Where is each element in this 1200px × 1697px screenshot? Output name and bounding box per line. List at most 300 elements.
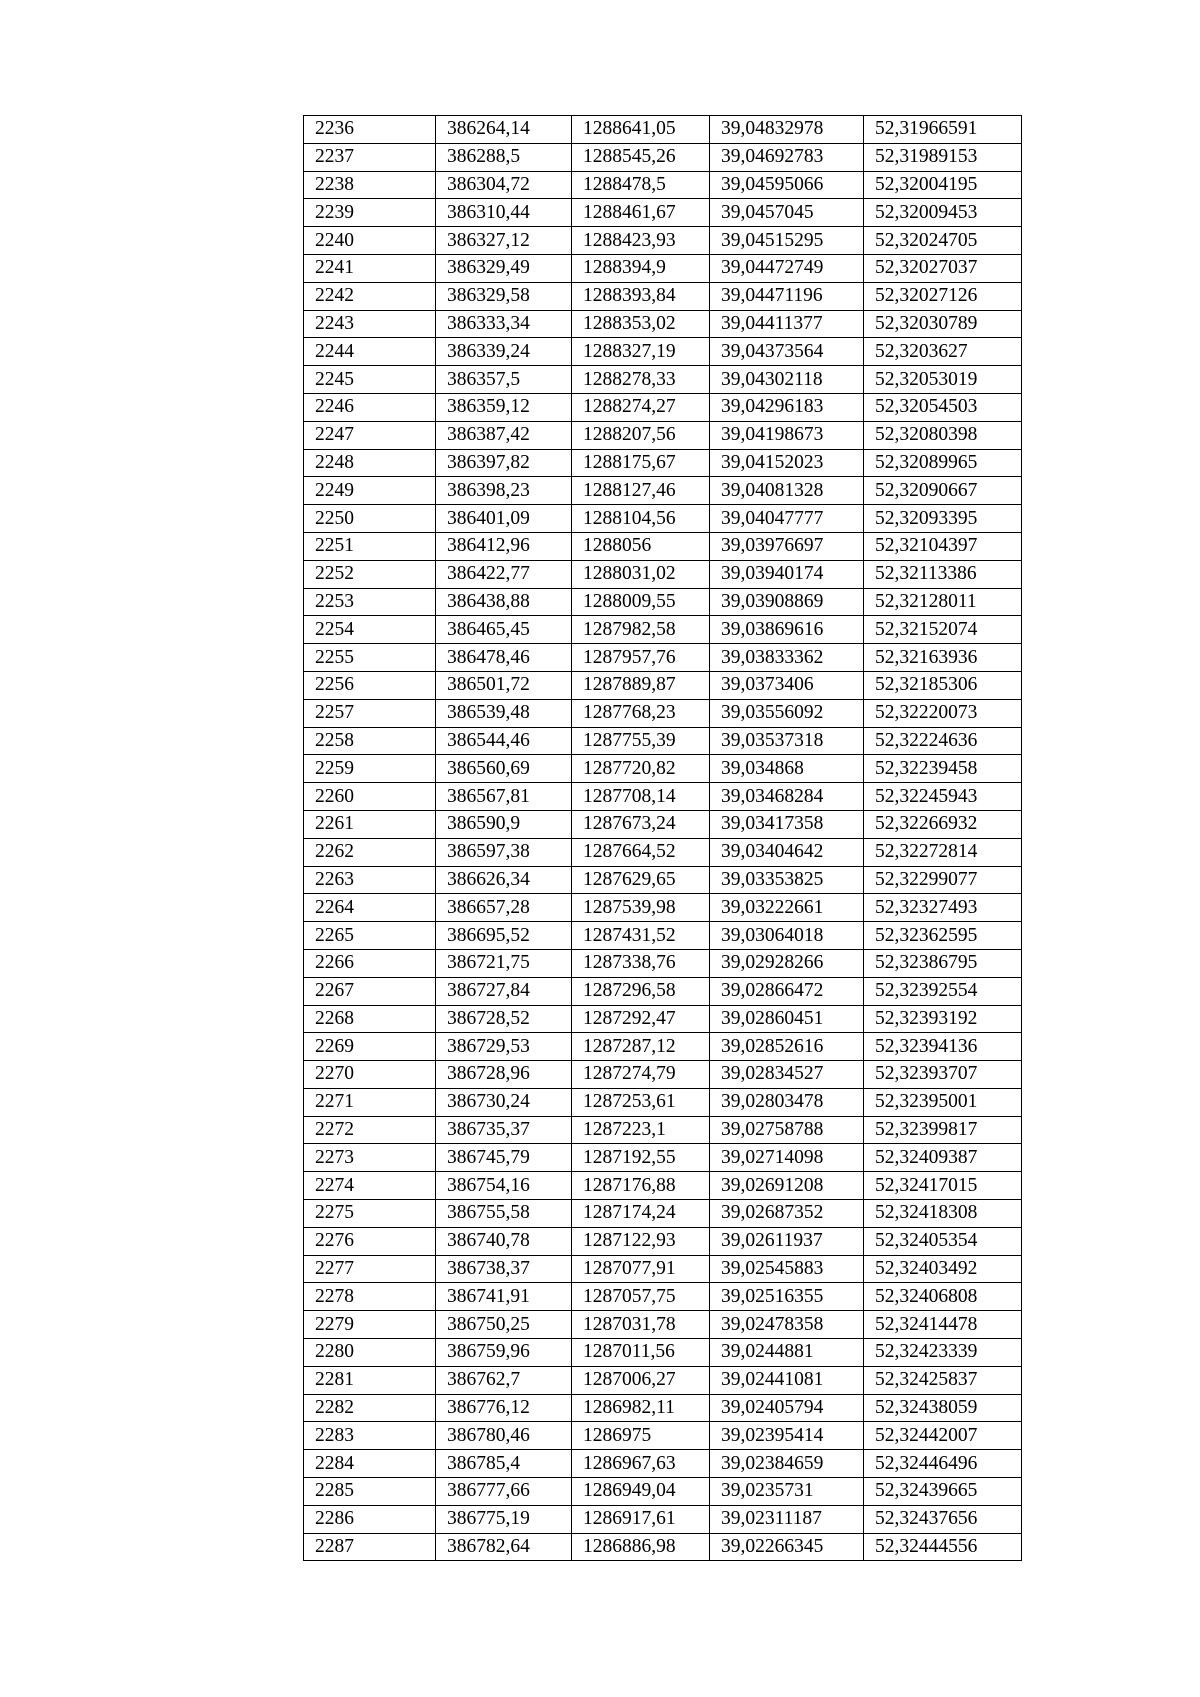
point-number-cell: 2278 <box>304 1283 436 1311</box>
latitude-cell: 52,32327493 <box>864 894 1022 922</box>
y-coordinate-cell: 1288423,93 <box>572 227 710 255</box>
longitude-cell: 39,02758788 <box>710 1116 864 1144</box>
latitude-cell: 52,32393192 <box>864 1005 1022 1033</box>
longitude-cell: 39,04296183 <box>710 393 864 421</box>
x-coordinate-cell: 386357,5 <box>436 366 572 394</box>
x-coordinate-cell: 386387,42 <box>436 421 572 449</box>
x-coordinate-cell: 386327,12 <box>436 227 572 255</box>
y-coordinate-cell: 1287287,12 <box>572 1033 710 1061</box>
x-coordinate-cell: 386412,96 <box>436 532 572 560</box>
longitude-cell: 39,04198673 <box>710 421 864 449</box>
table-row <box>304 1283 1022 1311</box>
x-coordinate-cell: 386329,58 <box>436 282 572 310</box>
latitude-cell: 52,32009453 <box>864 199 1022 227</box>
y-coordinate-cell: 1287296,58 <box>572 977 710 1005</box>
longitude-cell: 39,04595066 <box>710 171 864 199</box>
point-number-cell: 2284 <box>304 1450 436 1478</box>
longitude-cell: 39,02395414 <box>710 1422 864 1450</box>
y-coordinate-cell: 1287889,87 <box>572 671 710 699</box>
longitude-cell: 39,04411377 <box>710 310 864 338</box>
x-coordinate-cell: 386310,44 <box>436 199 572 227</box>
x-coordinate-cell: 386727,84 <box>436 977 572 1005</box>
table-row <box>304 977 1022 1005</box>
y-coordinate-cell: 1286917,61 <box>572 1505 710 1533</box>
longitude-cell: 39,02687352 <box>710 1200 864 1228</box>
table-row <box>304 171 1022 199</box>
y-coordinate-cell: 1287057,75 <box>572 1283 710 1311</box>
point-number-cell: 2266 <box>304 949 436 977</box>
latitude-cell: 52,32395001 <box>864 1088 1022 1116</box>
y-coordinate-cell: 1287274,79 <box>572 1061 710 1089</box>
longitude-cell: 39,03222661 <box>710 894 864 922</box>
table-row <box>304 199 1022 227</box>
longitude-cell: 39,0373406 <box>710 671 864 699</box>
longitude-cell: 39,02834527 <box>710 1061 864 1089</box>
y-coordinate-cell: 1287077,91 <box>572 1255 710 1283</box>
y-coordinate-cell: 1288278,33 <box>572 366 710 394</box>
longitude-cell: 39,04047777 <box>710 505 864 533</box>
x-coordinate-cell: 386695,52 <box>436 922 572 950</box>
x-coordinate-cell: 386626,34 <box>436 866 572 894</box>
point-number-cell: 2283 <box>304 1422 436 1450</box>
point-number-cell: 2267 <box>304 977 436 1005</box>
longitude-cell: 39,03404642 <box>710 838 864 866</box>
x-coordinate-cell: 386729,53 <box>436 1033 572 1061</box>
longitude-cell: 39,04152023 <box>710 449 864 477</box>
point-number-cell: 2273 <box>304 1144 436 1172</box>
table-row <box>304 1061 1022 1089</box>
latitude-cell: 52,31966591 <box>864 116 1022 144</box>
point-number-cell: 2260 <box>304 783 436 811</box>
latitude-cell: 52,32024705 <box>864 227 1022 255</box>
point-number-cell: 2287 <box>304 1533 436 1561</box>
point-number-cell: 2268 <box>304 1005 436 1033</box>
table-row <box>304 755 1022 783</box>
latitude-cell: 52,32054503 <box>864 393 1022 421</box>
point-number-cell: 2255 <box>304 644 436 672</box>
point-number-cell: 2252 <box>304 560 436 588</box>
table-row <box>304 1200 1022 1228</box>
latitude-cell: 52,32393707 <box>864 1061 1022 1089</box>
x-coordinate-cell: 386785,4 <box>436 1450 572 1478</box>
latitude-cell: 52,32004195 <box>864 171 1022 199</box>
longitude-cell: 39,034868 <box>710 755 864 783</box>
point-number-cell: 2249 <box>304 477 436 505</box>
y-coordinate-cell: 1287223,1 <box>572 1116 710 1144</box>
latitude-cell: 52,32399817 <box>864 1116 1022 1144</box>
x-coordinate-cell: 386777,66 <box>436 1478 572 1506</box>
y-coordinate-cell: 1287755,39 <box>572 727 710 755</box>
longitude-cell: 39,03908869 <box>710 588 864 616</box>
table-row <box>304 810 1022 838</box>
point-number-cell: 2251 <box>304 532 436 560</box>
latitude-cell: 52,32080398 <box>864 421 1022 449</box>
y-coordinate-cell: 1288641,05 <box>572 116 710 144</box>
x-coordinate-cell: 386329,49 <box>436 254 572 282</box>
table-row <box>304 1394 1022 1422</box>
point-number-cell: 2286 <box>304 1505 436 1533</box>
latitude-cell: 52,32444556 <box>864 1533 1022 1561</box>
table-row <box>304 616 1022 644</box>
table-row <box>304 1422 1022 1450</box>
point-number-cell: 2259 <box>304 755 436 783</box>
table-row <box>304 1144 1022 1172</box>
x-coordinate-cell: 386776,12 <box>436 1394 572 1422</box>
x-coordinate-cell: 386465,45 <box>436 616 572 644</box>
x-coordinate-cell: 386398,23 <box>436 477 572 505</box>
x-coordinate-cell: 386560,69 <box>436 755 572 783</box>
longitude-cell: 39,04832978 <box>710 116 864 144</box>
latitude-cell: 52,32299077 <box>864 866 1022 894</box>
x-coordinate-cell: 386750,25 <box>436 1311 572 1339</box>
x-coordinate-cell: 386762,7 <box>436 1366 572 1394</box>
latitude-cell: 52,31989153 <box>864 143 1022 171</box>
longitude-cell: 39,02311187 <box>710 1505 864 1533</box>
y-coordinate-cell: 1286982,11 <box>572 1394 710 1422</box>
table-row <box>304 282 1022 310</box>
latitude-cell: 52,32152074 <box>864 616 1022 644</box>
table-row <box>304 116 1022 144</box>
x-coordinate-cell: 386567,81 <box>436 783 572 811</box>
table-row <box>304 477 1022 505</box>
table-row <box>304 393 1022 421</box>
longitude-cell: 39,03353825 <box>710 866 864 894</box>
table-row <box>304 1311 1022 1339</box>
y-coordinate-cell: 1287708,14 <box>572 783 710 811</box>
table-row <box>304 1366 1022 1394</box>
y-coordinate-cell: 1287720,82 <box>572 755 710 783</box>
y-coordinate-cell: 1287174,24 <box>572 1200 710 1228</box>
y-coordinate-cell: 1288327,19 <box>572 338 710 366</box>
point-number-cell: 2238 <box>304 171 436 199</box>
point-number-cell: 2285 <box>304 1478 436 1506</box>
latitude-cell: 52,32409387 <box>864 1144 1022 1172</box>
point-number-cell: 2239 <box>304 199 436 227</box>
point-number-cell: 2280 <box>304 1339 436 1367</box>
longitude-cell: 39,03537318 <box>710 727 864 755</box>
point-number-cell: 2243 <box>304 310 436 338</box>
longitude-cell: 39,03940174 <box>710 560 864 588</box>
table-row <box>304 866 1022 894</box>
latitude-cell: 52,32417015 <box>864 1172 1022 1200</box>
point-number-cell: 2256 <box>304 671 436 699</box>
x-coordinate-cell: 386304,72 <box>436 171 572 199</box>
table-row <box>304 560 1022 588</box>
longitude-cell: 39,0244881 <box>710 1339 864 1367</box>
longitude-cell: 39,03064018 <box>710 922 864 950</box>
latitude-cell: 52,32089965 <box>864 449 1022 477</box>
table-row <box>304 338 1022 366</box>
point-number-cell: 2263 <box>304 866 436 894</box>
table-row <box>304 254 1022 282</box>
latitude-cell: 52,32185306 <box>864 671 1022 699</box>
longitude-cell: 39,02866472 <box>710 977 864 1005</box>
y-coordinate-cell: 1288545,26 <box>572 143 710 171</box>
point-number-cell: 2250 <box>304 505 436 533</box>
point-number-cell: 2274 <box>304 1172 436 1200</box>
y-coordinate-cell: 1287031,78 <box>572 1311 710 1339</box>
table-row <box>304 1227 1022 1255</box>
latitude-cell: 52,32053019 <box>864 366 1022 394</box>
point-number-cell: 2244 <box>304 338 436 366</box>
x-coordinate-cell: 386264,14 <box>436 116 572 144</box>
y-coordinate-cell: 1287982,58 <box>572 616 710 644</box>
point-number-cell: 2240 <box>304 227 436 255</box>
x-coordinate-cell: 386730,24 <box>436 1088 572 1116</box>
y-coordinate-cell: 1288031,02 <box>572 560 710 588</box>
longitude-cell: 39,04081328 <box>710 477 864 505</box>
table-row <box>304 949 1022 977</box>
longitude-cell: 39,02478358 <box>710 1311 864 1339</box>
y-coordinate-cell: 1287006,27 <box>572 1366 710 1394</box>
point-number-cell: 2248 <box>304 449 436 477</box>
longitude-cell: 39,02852616 <box>710 1033 864 1061</box>
x-coordinate-cell: 386478,46 <box>436 644 572 672</box>
longitude-cell: 39,02516355 <box>710 1283 864 1311</box>
x-coordinate-cell: 386754,16 <box>436 1172 572 1200</box>
latitude-cell: 52,32423339 <box>864 1339 1022 1367</box>
point-number-cell: 2272 <box>304 1116 436 1144</box>
point-number-cell: 2264 <box>304 894 436 922</box>
table-row <box>304 421 1022 449</box>
table-row <box>304 1450 1022 1478</box>
point-number-cell: 2275 <box>304 1200 436 1228</box>
point-number-cell: 2281 <box>304 1366 436 1394</box>
latitude-cell: 52,32438059 <box>864 1394 1022 1422</box>
y-coordinate-cell: 1287629,65 <box>572 866 710 894</box>
table-row <box>304 1478 1022 1506</box>
longitude-cell: 39,03869616 <box>710 616 864 644</box>
point-number-cell: 2262 <box>304 838 436 866</box>
latitude-cell: 52,32439665 <box>864 1478 1022 1506</box>
y-coordinate-cell: 1287768,23 <box>572 699 710 727</box>
latitude-cell: 52,32245943 <box>864 783 1022 811</box>
table-row <box>304 227 1022 255</box>
table-row <box>304 1033 1022 1061</box>
longitude-cell: 39,02714098 <box>710 1144 864 1172</box>
y-coordinate-cell: 1287176,88 <box>572 1172 710 1200</box>
latitude-cell: 52,32163936 <box>864 644 1022 672</box>
y-coordinate-cell: 1288127,46 <box>572 477 710 505</box>
x-coordinate-cell: 386782,64 <box>436 1533 572 1561</box>
latitude-cell: 52,32128011 <box>864 588 1022 616</box>
x-coordinate-cell: 386657,28 <box>436 894 572 922</box>
latitude-cell: 52,32394136 <box>864 1033 1022 1061</box>
table-row <box>304 1005 1022 1033</box>
table-row <box>304 532 1022 560</box>
x-coordinate-cell: 386780,46 <box>436 1422 572 1450</box>
y-coordinate-cell: 1287957,76 <box>572 644 710 672</box>
y-coordinate-cell: 1288478,5 <box>572 171 710 199</box>
point-number-cell: 2271 <box>304 1088 436 1116</box>
x-coordinate-cell: 386741,91 <box>436 1283 572 1311</box>
longitude-cell: 39,02611937 <box>710 1227 864 1255</box>
point-number-cell: 2236 <box>304 116 436 144</box>
table-row <box>304 727 1022 755</box>
latitude-cell: 52,32027037 <box>864 254 1022 282</box>
y-coordinate-cell: 1286975 <box>572 1422 710 1450</box>
longitude-cell: 39,03468284 <box>710 783 864 811</box>
x-coordinate-cell: 386288,5 <box>436 143 572 171</box>
longitude-cell: 39,02441081 <box>710 1366 864 1394</box>
y-coordinate-cell: 1288461,67 <box>572 199 710 227</box>
y-coordinate-cell: 1288353,02 <box>572 310 710 338</box>
longitude-cell: 39,02691208 <box>710 1172 864 1200</box>
latitude-cell: 52,32405354 <box>864 1227 1022 1255</box>
latitude-cell: 52,32406808 <box>864 1283 1022 1311</box>
point-number-cell: 2237 <box>304 143 436 171</box>
longitude-cell: 39,02384659 <box>710 1450 864 1478</box>
point-number-cell: 2247 <box>304 421 436 449</box>
longitude-cell: 39,04692783 <box>710 143 864 171</box>
longitude-cell: 39,02803478 <box>710 1088 864 1116</box>
point-number-cell: 2282 <box>304 1394 436 1422</box>
longitude-cell: 39,02545883 <box>710 1255 864 1283</box>
y-coordinate-cell: 1288056 <box>572 532 710 560</box>
x-coordinate-cell: 386745,79 <box>436 1144 572 1172</box>
coordinates-table <box>303 115 1022 1561</box>
table-row <box>304 1088 1022 1116</box>
x-coordinate-cell: 386759,96 <box>436 1339 572 1367</box>
longitude-cell: 39,03417358 <box>710 810 864 838</box>
longitude-cell: 39,02860451 <box>710 1005 864 1033</box>
point-number-cell: 2242 <box>304 282 436 310</box>
x-coordinate-cell: 386740,78 <box>436 1227 572 1255</box>
table-row <box>304 505 1022 533</box>
latitude-cell: 52,32442007 <box>864 1422 1022 1450</box>
x-coordinate-cell: 386422,77 <box>436 560 572 588</box>
table-row <box>304 1339 1022 1367</box>
x-coordinate-cell: 386359,12 <box>436 393 572 421</box>
point-number-cell: 2279 <box>304 1311 436 1339</box>
y-coordinate-cell: 1288393,84 <box>572 282 710 310</box>
latitude-cell: 52,32437656 <box>864 1505 1022 1533</box>
table-row <box>304 671 1022 699</box>
latitude-cell: 52,32414478 <box>864 1311 1022 1339</box>
latitude-cell: 52,32220073 <box>864 699 1022 727</box>
x-coordinate-cell: 386501,72 <box>436 671 572 699</box>
y-coordinate-cell: 1288175,67 <box>572 449 710 477</box>
y-coordinate-cell: 1288394,9 <box>572 254 710 282</box>
x-coordinate-cell: 386397,82 <box>436 449 572 477</box>
latitude-cell: 52,32272814 <box>864 838 1022 866</box>
point-number-cell: 2257 <box>304 699 436 727</box>
longitude-cell: 39,02405794 <box>710 1394 864 1422</box>
y-coordinate-cell: 1286949,04 <box>572 1478 710 1506</box>
coordinates-table-body <box>304 116 1022 1561</box>
latitude-cell: 52,32113386 <box>864 560 1022 588</box>
y-coordinate-cell: 1288009,55 <box>572 588 710 616</box>
x-coordinate-cell: 386735,37 <box>436 1116 572 1144</box>
longitude-cell: 39,02928266 <box>710 949 864 977</box>
longitude-cell: 39,0235731 <box>710 1478 864 1506</box>
latitude-cell: 52,32030789 <box>864 310 1022 338</box>
x-coordinate-cell: 386738,37 <box>436 1255 572 1283</box>
point-number-cell: 2265 <box>304 922 436 950</box>
latitude-cell: 52,32418308 <box>864 1200 1022 1228</box>
x-coordinate-cell: 386728,52 <box>436 1005 572 1033</box>
latitude-cell: 52,32403492 <box>864 1255 1022 1283</box>
point-number-cell: 2270 <box>304 1061 436 1089</box>
y-coordinate-cell: 1288104,56 <box>572 505 710 533</box>
longitude-cell: 39,04515295 <box>710 227 864 255</box>
x-coordinate-cell: 386539,48 <box>436 699 572 727</box>
table-row <box>304 644 1022 672</box>
y-coordinate-cell: 1287664,52 <box>572 838 710 866</box>
point-number-cell: 2277 <box>304 1255 436 1283</box>
y-coordinate-cell: 1287673,24 <box>572 810 710 838</box>
y-coordinate-cell: 1288274,27 <box>572 393 710 421</box>
x-coordinate-cell: 386597,38 <box>436 838 572 866</box>
x-coordinate-cell: 386401,09 <box>436 505 572 533</box>
y-coordinate-cell: 1288207,56 <box>572 421 710 449</box>
x-coordinate-cell: 386755,58 <box>436 1200 572 1228</box>
latitude-cell: 52,32224636 <box>864 727 1022 755</box>
table-row <box>304 588 1022 616</box>
point-number-cell: 2276 <box>304 1227 436 1255</box>
point-number-cell: 2246 <box>304 393 436 421</box>
table-row <box>304 449 1022 477</box>
y-coordinate-cell: 1287192,55 <box>572 1144 710 1172</box>
y-coordinate-cell: 1287253,61 <box>572 1088 710 1116</box>
point-number-cell: 2269 <box>304 1033 436 1061</box>
y-coordinate-cell: 1287292,47 <box>572 1005 710 1033</box>
longitude-cell: 39,03556092 <box>710 699 864 727</box>
longitude-cell: 39,03833362 <box>710 644 864 672</box>
table-row <box>304 699 1022 727</box>
x-coordinate-cell: 386339,24 <box>436 338 572 366</box>
y-coordinate-cell: 1287431,52 <box>572 922 710 950</box>
table-row <box>304 1255 1022 1283</box>
x-coordinate-cell: 386590,9 <box>436 810 572 838</box>
latitude-cell: 52,3203627 <box>864 338 1022 366</box>
table-row <box>304 1172 1022 1200</box>
x-coordinate-cell: 386333,34 <box>436 310 572 338</box>
latitude-cell: 52,32027126 <box>864 282 1022 310</box>
longitude-cell: 39,03976697 <box>710 532 864 560</box>
point-number-cell: 2241 <box>304 254 436 282</box>
y-coordinate-cell: 1287539,98 <box>572 894 710 922</box>
table-row <box>304 783 1022 811</box>
table-row <box>304 894 1022 922</box>
table-row <box>304 366 1022 394</box>
y-coordinate-cell: 1287338,76 <box>572 949 710 977</box>
y-coordinate-cell: 1287122,93 <box>572 1227 710 1255</box>
latitude-cell: 52,32362595 <box>864 922 1022 950</box>
table-row <box>304 310 1022 338</box>
point-number-cell: 2261 <box>304 810 436 838</box>
longitude-cell: 39,02266345 <box>710 1533 864 1561</box>
table-row <box>304 143 1022 171</box>
latitude-cell: 52,32446496 <box>864 1450 1022 1478</box>
longitude-cell: 39,0457045 <box>710 199 864 227</box>
latitude-cell: 52,32266932 <box>864 810 1022 838</box>
point-number-cell: 2245 <box>304 366 436 394</box>
latitude-cell: 52,32093395 <box>864 505 1022 533</box>
x-coordinate-cell: 386438,88 <box>436 588 572 616</box>
longitude-cell: 39,04373564 <box>710 338 864 366</box>
point-number-cell: 2253 <box>304 588 436 616</box>
point-number-cell: 2258 <box>304 727 436 755</box>
table-row <box>304 922 1022 950</box>
longitude-cell: 39,04471196 <box>710 282 864 310</box>
y-coordinate-cell: 1286886,98 <box>572 1533 710 1561</box>
table-row <box>304 838 1022 866</box>
latitude-cell: 52,32239458 <box>864 755 1022 783</box>
x-coordinate-cell: 386721,75 <box>436 949 572 977</box>
y-coordinate-cell: 1287011,56 <box>572 1339 710 1367</box>
table-row <box>304 1533 1022 1561</box>
